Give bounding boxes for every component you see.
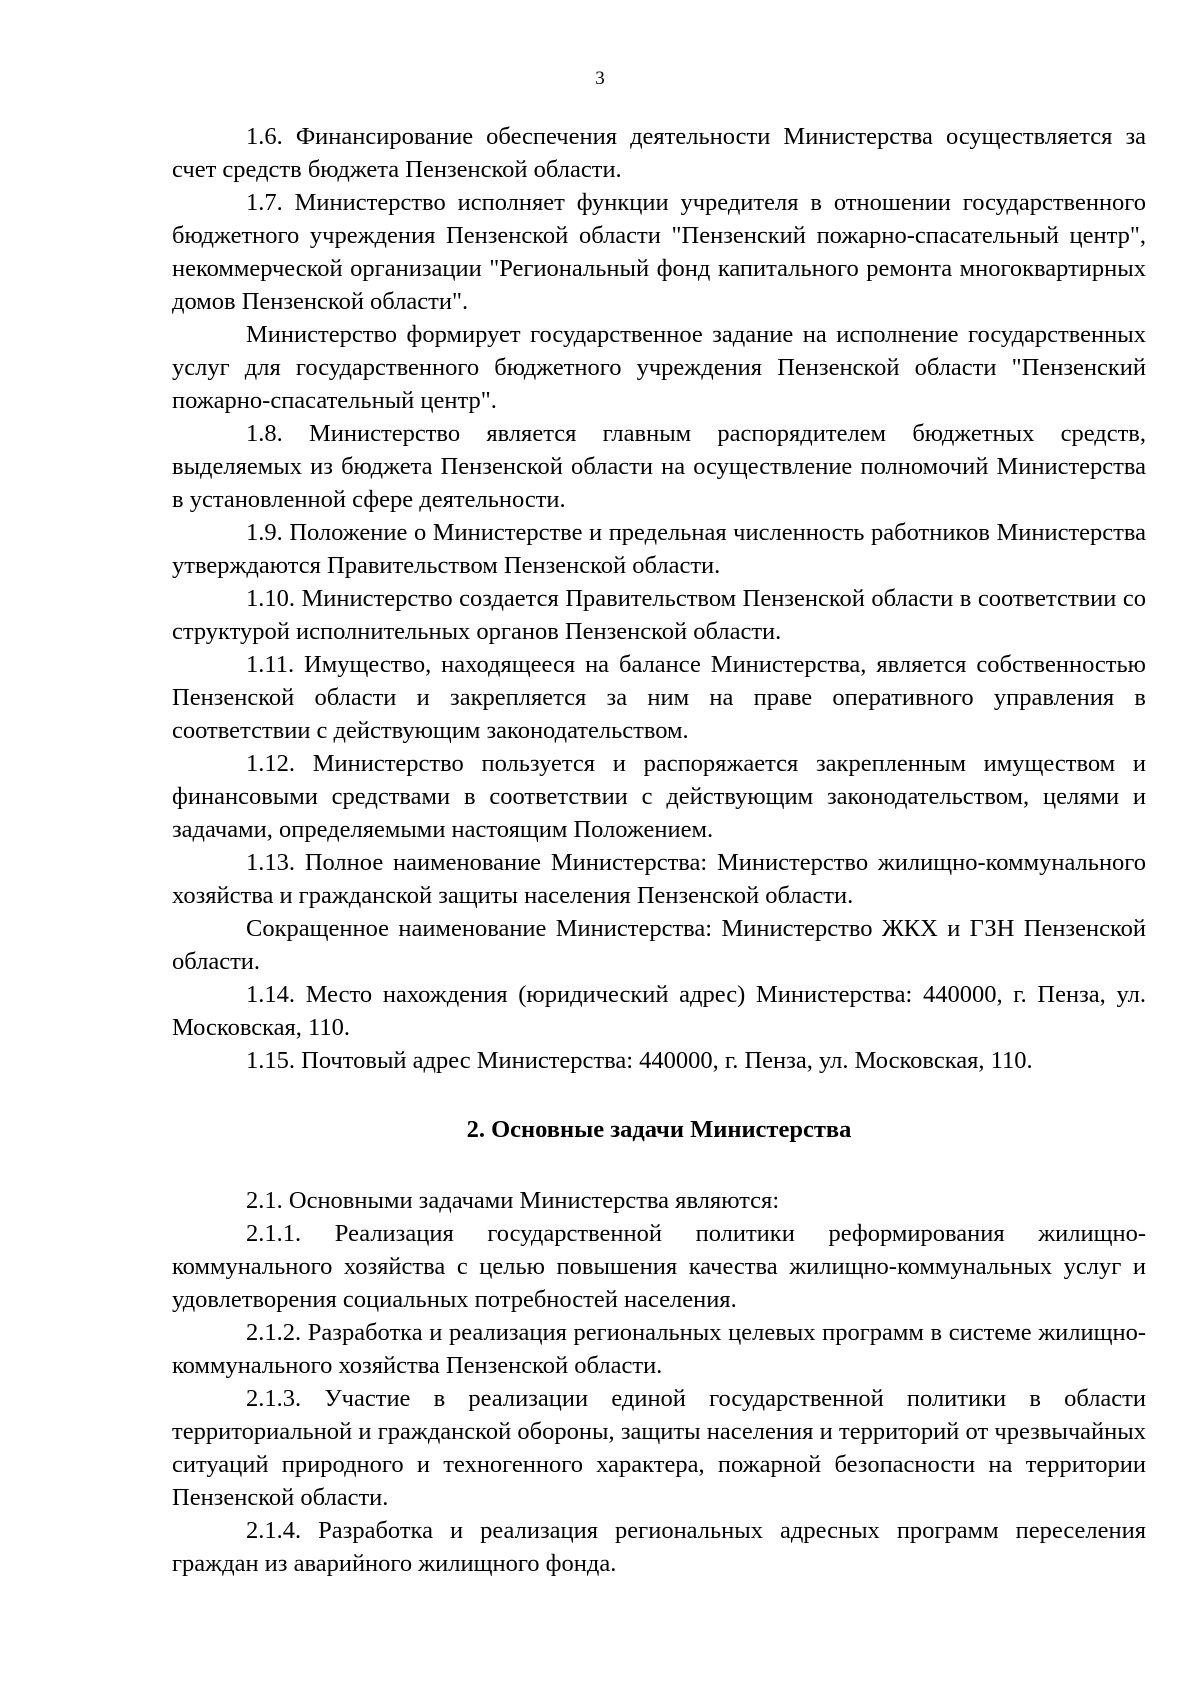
paragraph-1-8: 1.8. Министерство является главным распорядителем бюджетных средств, выделяемых из бюджета Пензенской области на осуществление полномочий Министерства в установленной сфере деятельности.: [172, 420, 1146, 513]
section-2-heading: 2. Основные задачи Министерства: [466, 1116, 852, 1143]
paragraph-1-13-short-name: Сокращенное наименование Министерства: Министерство ЖКХ и ГЗН Пензенской области.: [172, 915, 1146, 975]
paragraph-1-15: 1.15. Почтовый адрес Министерства: 440000, г. Пенза, ул. Московская, 110.: [246, 1047, 1033, 1074]
paragraph-1-13: 1.13. Полное наименование Министерства: Министерство жилищно-коммунального хозяйства и гражданской защиты населения Пензенской области.: [172, 849, 1146, 909]
page-number: 3: [595, 68, 605, 89]
paragraph-1-7: 1.7. Министерство исполняет функции учредителя в отношении государственного бюджетного учреждения Пензенской области "Пензенский пожарно-спасательный центр", некоммерческой организации "Региональный фонд капитального ремонта многоквартирных домов Пензенской области".: [172, 189, 1146, 315]
paragraph-1-11: 1.11. Имущество, находящееся на балансе Министерства, является собственностью Пензенской области и закрепляется за ним на праве оперативного управления в соответствии с действующим законодательством.: [172, 651, 1146, 744]
paragraph-2-1: 2.1. Основными задачами Министерства являются:: [246, 1187, 780, 1214]
paragraph-1-9: 1.9. Положение о Министерстве и предельная численность работников Министерства утверждаются Правительством Пензенской области.: [172, 519, 1146, 579]
paragraph-1-14: 1.14. Место нахождения (юридический адрес) Министерства: 440000, г. Пенза, ул. Московская, 110.: [172, 981, 1146, 1041]
paragraph-1-10: 1.10. Министерство создается Правительством Пензенской области в соответствии со структурой исполнительных органов Пензенской области.: [172, 585, 1146, 645]
document-body: [172, 120, 1146, 1580]
paragraph-2-1-2: 2.1.2. Разработка и реализация региональных целевых программ в системе жилищно-коммунального хозяйства Пензенской области.: [172, 1319, 1146, 1379]
paragraph-1-7-state-task: Министерство формирует государственное задание на исполнение государственных услуг для государственного бюджетного учреждения Пензенской области "Пензенский пожарно-спасательный центр".: [172, 321, 1146, 414]
paragraph-2-1-3: 2.1.3. Участие в реализации единой государственной политики в области территориальной и гражданской обороны, защиты населения и территорий от чрезвычайных ситуаций природного и техногенного характера, пожарной безопасности на территории Пензенской области.: [172, 1385, 1146, 1511]
paragraph-1-12: 1.12. Министерство пользуется и распоряжается закрепленным имуществом и финансовыми средствами в соответствии с действующим законодательством, целями и задачами, определяемыми настоящим Положением.: [172, 750, 1146, 843]
paragraph-2-1-1: 2.1.1. Реализация государственной политики реформирования жилищно-коммунального хозяйства с целью повышения качества жилищно-коммунальных услуг и удовлетворения социальных потребностей населения.: [172, 1220, 1146, 1313]
paragraph-1-6: 1.6. Финансирование обеспечения деятельности Министерства осуществляется за счет средств бюджета Пензенской области.: [172, 123, 1146, 183]
paragraph-2-1-4: 2.1.4. Разработка и реализация региональных адресных программ переселения граждан из аварийного жилищного фонда.: [172, 1517, 1146, 1577]
